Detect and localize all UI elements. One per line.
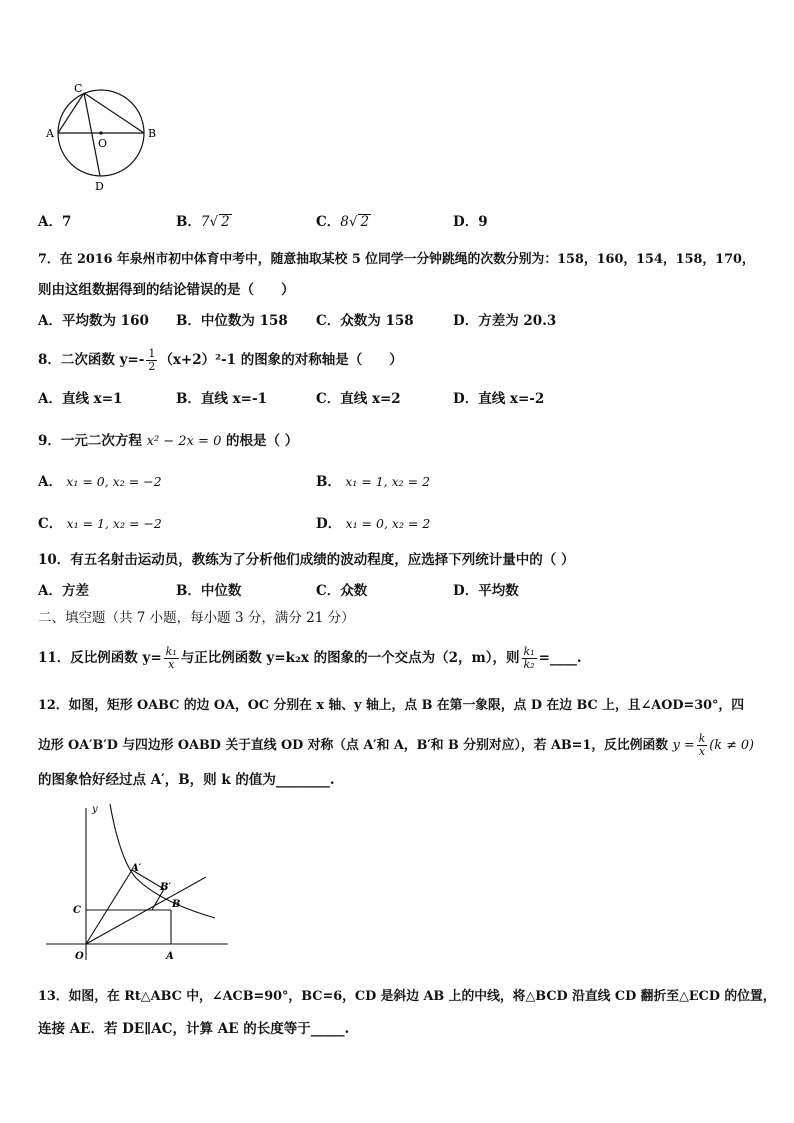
q9-option-a-value: x₁ = 0, x₂ = −2 [66, 474, 162, 489]
q12-function-condition: (k ≠ 0) [709, 738, 755, 753]
q6-option-d: D．9 [453, 214, 488, 230]
q9-stem-prefix: 9．一元二次方程 [38, 433, 142, 449]
circle-figure [40, 80, 170, 195]
q12-stem-line3: 的图象恰好经过点 A′，B，则 k 的值为________. [38, 772, 335, 788]
label-d: D [95, 180, 104, 193]
q11-fraction-1 [164, 646, 179, 671]
q9-option-c-label: C． [38, 516, 63, 532]
q11-stem-mid: 与正比例函数 y=k₂x 的图象的一个交点为（2，m），则 [180, 650, 520, 666]
q7-option-d: D．方差为 20.3 [453, 313, 557, 329]
segment-oa-prime [86, 870, 132, 944]
q6-option-c-label: C． [316, 214, 341, 230]
label-c: C [74, 82, 83, 95]
label-a: A [46, 127, 54, 140]
q12-fraction-den: x [698, 745, 706, 758]
q8-option-b: B．直线 x=-1 [176, 391, 267, 407]
label-o: O [75, 951, 84, 962]
q7-option-b: B．中位数为 158 [176, 313, 288, 329]
q6-option-b: B．7√ 2 [176, 214, 230, 230]
q9-option-d [316, 515, 430, 533]
q6-option-a: A．7 [38, 214, 72, 230]
q8-fraction [146, 348, 157, 373]
chord-ca [58, 93, 84, 133]
center-point [99, 131, 102, 134]
q10-option-a: A．方差 [38, 583, 89, 599]
q9-option-d-label: D． [316, 516, 342, 532]
q9-option-d-value: x₁ = 0, x₂ = 2 [345, 516, 431, 531]
q11-fraction-2-den: k₂ [523, 658, 535, 671]
label-a: A [166, 951, 174, 962]
q9-option-b-label: B． [316, 474, 341, 490]
q8-fraction-num: 1 [148, 347, 156, 360]
q6-option-b-label: B． [176, 214, 201, 230]
q13-stem-line2: 连接 AE．若 DE∥AC，计算 AE 的长度等于_____. [38, 1021, 350, 1037]
q7-option-a: A．平均数为 160 [38, 313, 149, 329]
q9-option-b [316, 473, 430, 491]
q12-stem-line2-text: 边形 OA′B′D 与四边形 OABD 关于直线 OD 对称（点 A′和 A，B′和 B 分别对应），若 AB=1，反比例函数 [38, 738, 669, 753]
q10-stem: 10．有五名射击运动员，教练为了分析他们成绩的波动程度，应选择下列统计量中的（ ） [38, 552, 575, 568]
q8-stem-prefix: 8．二次函数 y=- [38, 352, 145, 368]
q10-option-d: D．平均数 [453, 583, 519, 599]
chord-cb [84, 93, 144, 133]
q11-fraction-2 [522, 646, 537, 671]
q6-option-c: C．8√ 2 [316, 214, 370, 230]
q6-option-c-radicand: 2 [360, 214, 370, 230]
q11-fraction-1-den: x [168, 658, 175, 671]
q10-option-b: B．中位数 [176, 583, 242, 599]
q9-equation: x² − 2x = 0 [146, 434, 222, 449]
q7-option-c: C．众数为 158 [316, 313, 414, 329]
label-c: C [73, 905, 81, 916]
q8-stem [38, 348, 403, 373]
label-b: B [148, 127, 157, 140]
q12-function-lhs: y = [672, 738, 695, 753]
q9-option-b-value: x₁ = 1, x₂ = 2 [345, 474, 431, 489]
label-y: y [92, 804, 98, 815]
q8-fraction-den: 2 [148, 360, 156, 373]
q9-stem [38, 432, 298, 451]
label-a-prime: A′ [131, 863, 142, 874]
q8-option-d: D．直线 x=-2 [453, 391, 545, 407]
q10-option-c: C．众数 [316, 583, 368, 599]
q8-option-c: C．直线 x=2 [316, 391, 401, 407]
q12-fraction [697, 733, 708, 758]
q12-stem-line1: 12．如图，矩形 OABC 的边 OA，OC 分别在 x 轴、y 轴上，点 B 在第一象限，点 D 在边 BC 上，且∠AOD=30°，四 [38, 698, 744, 713]
q11-stem-suffix: =____. [538, 650, 582, 666]
q9-option-c [38, 515, 162, 533]
q9-option-a-label: A． [38, 474, 62, 490]
chord-cd [84, 93, 100, 176]
label-o: O [98, 137, 108, 150]
q6-option-c-coef: 8 [340, 214, 349, 230]
q13-stem-line1: 13．如图，在 Rt△ABC 中，∠ACB=90°，BC=6，CD 是斜边 AB 上的中线，将△BCD 沿直线 CD 翻折至△ECD 的位置， [38, 989, 776, 1004]
q11-fraction-2-num: k₁ [523, 645, 535, 658]
coordinate-figure [40, 800, 240, 970]
q6-option-b-radicand: 2 [221, 214, 230, 230]
q8-stem-suffix: （x+2）²-1 的图象的对称轴是（ ） [159, 352, 403, 368]
q12-stem-line2 [38, 733, 754, 758]
q9-option-c-value: x₁ = 1, x₂ = −2 [66, 516, 162, 531]
q11-fraction-1-num: k₁ [165, 645, 177, 658]
q7-stem-line2: 则由这组数据得到的结论错误的是（ ） [38, 282, 295, 298]
q7-stem-line1: 7．在 2016 年泉州市初中体育中考中，随意抽取某校 5 位同学一分钟跳绳的次数分别为：158，160，154，158，170， [38, 252, 755, 267]
label-b: B [172, 899, 181, 910]
section-heading: 二、填空题（共 7 小题，每小题 3 分，满分 21 分） [38, 610, 355, 626]
q12-fraction-num: k [698, 732, 706, 745]
q9-stem-suffix: 的根是（ ） [226, 433, 299, 449]
q9-option-a [38, 473, 162, 491]
q8-option-a: A．直线 x=1 [38, 391, 123, 407]
label-b-prime: B′ [160, 882, 172, 893]
q11-stem [38, 646, 582, 671]
q6-option-b-coef: 7 [200, 214, 210, 230]
q11-stem-prefix: 11．反比例函数 y= [38, 650, 162, 666]
